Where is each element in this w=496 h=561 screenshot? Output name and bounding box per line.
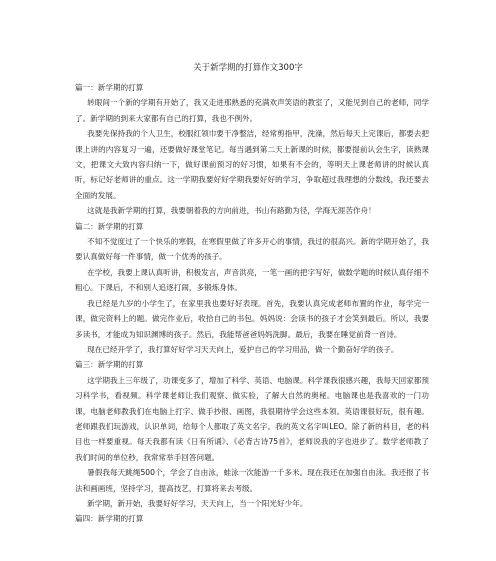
section-heading: 篇三：新学期的打算 [75,360,144,370]
document-title: 关于新学期的打算作文300字 [193,63,303,73]
paragraph: 这就是我新学期的打算，我要朝着我的方向前进，书山有路勤为径，学海无涯苦作舟！ [87,206,376,216]
essay-section-2 [75,219,429,358]
essay-section-1 [75,80,429,219]
section-heading: 篇一：新学期的打算 [75,83,144,92]
paragraph: 转眼间一个新的学期有开始了，我又走进那熟悉的充满欢声笑语的教室了，又能见到自己的老师，同学了。新学期的到来大家都有自己的打算，我也不例外。 [75,98,429,123]
paragraph: 这学期我上三年级了，功课变多了，增加了科学、英语、电脑课。科学课我很感兴趣，我每天回家都预习科学书，看视频。科学课老师让我们观察、做实验，了解大自然的奥秘。电脑课也是我喜欢的一门功课，电脑老师教我们在电脑上打字、做手抄报、画图，我很期待学会这些本领。英语课很好玩，很有趣。老师跟我们玩游戏，认识单词，给每个人都取了英文名字。我的英文名字叫LEO。除了新的科目，老的科目也一样要重视。每天我都有读《日有所诵》、《必背古诗75首》，老师说我的字也进步了。数学老师教了我们时间的单位秒，我常常举手回答问题。 [75,375,429,462]
paragraph: 暑假我每天跳绳500个，学会了自由泳，蛙泳一次能游一千多米。现在我还在加强自由泳。我还报了书法和画画班，坚持学习，提高技艺，打算将来去考级。 [75,468,429,493]
document-body [75,80,429,527]
paragraph: 我要先保持我的个人卫生，校服红领巾要干净整洁，经常剪指甲，洗澡，然后每天上完课后，都要去把课上讲的内容复习一遍，还要做好课堂笔记。每当遇到第二天上新课的时候，都要提前认会生字，读熟课文，把课文大致内容归纳一下，做好课前预习的好习惯，如果有不会的，等明天上课老师讲的时候认真听，标记好老师讲的重点。这一学期我要好好学期我要好好的学习，争取超过我理想的分数线，我还要去全面的发展。 [75,129,429,200]
essay-section-4 [75,511,429,526]
paragraph: 不知不觉度过了一个快乐的寒假，在寒假里做了许多开心的事情，我过的很高兴。新的学期开始了，我要认真做好每一件事情，做一个优秀的孩子。 [75,237,429,262]
essay-section-3 [75,357,429,511]
paragraph: 我已经是九岁的小学生了，在家里我也要好好表现。首先，我要认真完成老师布置的作业，每学完一课，做完资料上的题。做完作业后，收拾自己的书包。妈妈说：会读书的孩子才会笑到最后。所以，我要多读书，才能成为知识渊博的孩子。然后，我能帮爸爸妈妈洗脚。最后，我要在睡觉前背一首诗。 [75,298,429,339]
section-heading: 篇四：新学期的打算 [75,514,144,524]
paragraph: 在学校，我要上课认真听讲，积极发言，声音洪亮，一笔一画的把字写好，做数学题的时候认真仔细不粗心。下课后，不和别人追逐打闹，多锻炼身体。 [75,267,429,293]
section-heading: 篇二：新学期的打算 [75,221,144,231]
paragraph: 现在已经开学了，我打算好好学习天天向上，爱护自己的学习用品，做一个勤奋好学的孩子。 [87,344,399,354]
paragraph: 新学期，新开始，我要好好学习，天天向上，当一个阳光好少年。 [87,498,308,508]
